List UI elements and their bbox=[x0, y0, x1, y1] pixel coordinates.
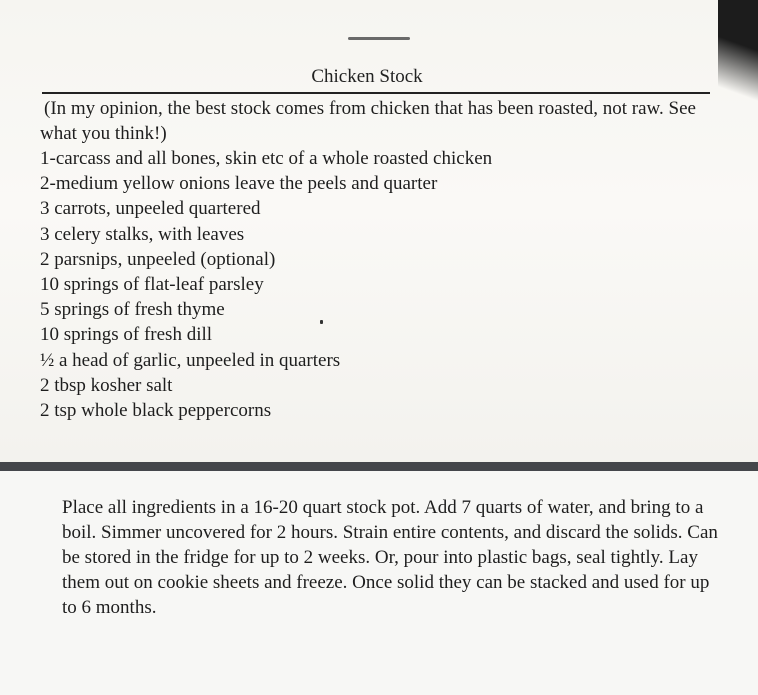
card-divider bbox=[0, 462, 758, 471]
pen-mark bbox=[348, 37, 410, 40]
ingredient-item: 2-medium yellow onions leave the peels and quarter bbox=[40, 173, 438, 195]
ingredient-item: 2 parsnips, unpeeled (optional) bbox=[40, 248, 276, 270]
ingredient-item: 3 celery stalks, with leaves bbox=[40, 223, 245, 245]
ingredient-list bbox=[40, 146, 730, 423]
ingredient-item: ½ a head of garlic, unpeeled in quarters bbox=[40, 349, 341, 371]
ingredient-item: 5 springs of fresh thyme bbox=[40, 299, 225, 321]
ingredient-item: 3 carrots, unpeeled quartered bbox=[40, 198, 261, 220]
ingredient-item: 2 tsp whole black peppercorns bbox=[40, 400, 272, 422]
recipe-title: Chicken Stock bbox=[311, 66, 423, 87]
paper-speck bbox=[320, 320, 323, 324]
recipe-instructions: Place all ingredients in a 16-20 quart stock pot. Add 7 quarts of water, and bring to a boil. Simmer uncovered for 2 hours. Strain entire contents, and discard the solids. Can be stored in the fridge for up to 2 weeks. Or, pour into plastic bags, seal tightly. Lay them out on cookie sheets and freeze. Once solid they can be stacked and used for up to 6 months. bbox=[62, 497, 718, 618]
recipe-intro: (In my opinion, the best stock comes from chicken that has been roasted, not raw. See what you think!) bbox=[40, 98, 696, 144]
recipe-card-bottom bbox=[0, 471, 758, 695]
title-underline bbox=[42, 92, 710, 94]
ingredient-item: 10 springs of flat-leaf parsley bbox=[40, 274, 264, 296]
ingredient-item: 2 tbsp kosher salt bbox=[40, 374, 173, 396]
ingredients-section bbox=[40, 96, 730, 423]
ingredient-item: 10 springs of fresh dill bbox=[40, 324, 213, 346]
ingredient-item: 1-carcass and all bones, skin etc of a whole roasted chicken bbox=[40, 148, 493, 169]
